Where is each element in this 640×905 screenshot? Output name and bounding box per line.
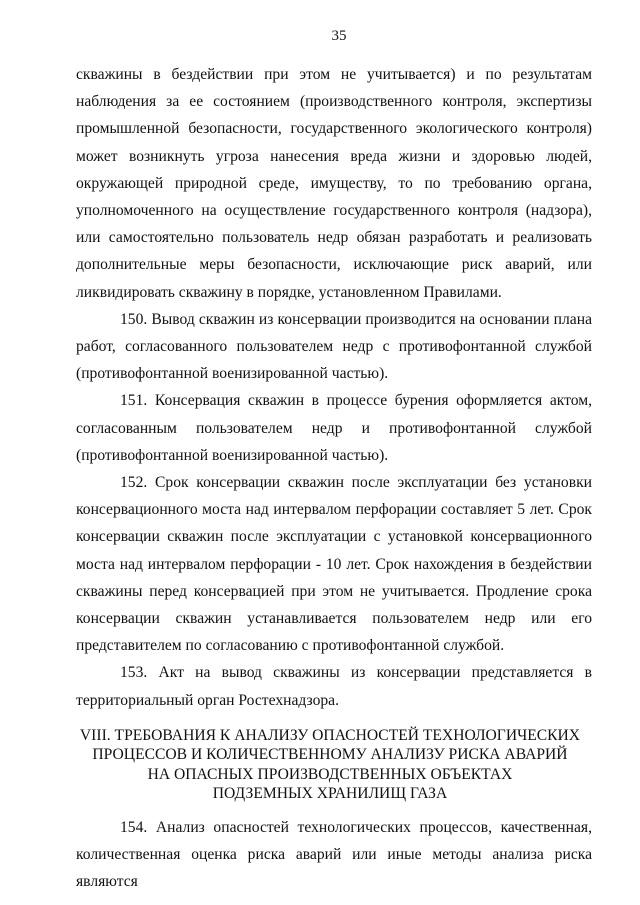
page-number: 35 (331, 28, 347, 44)
section-heading-line: ПРОЦЕССОВ И КОЛИЧЕСТВЕННОМУ АНАЛИЗУ РИСКА АВАРИЙ (92, 746, 568, 764)
section-heading (76, 726, 592, 804)
section-heading-line: VIII. ТРЕБОВАНИЯ К АНАЛИЗУ ОПАСНОСТЕЙ ТЕХНОЛОГИЧЕСКИХ (79, 726, 581, 744)
section-heading-line: ПОДЗЕМНЫХ ХРАНИЛИЩ ГАЗА (212, 785, 448, 803)
paragraph-150: 150. Вывод скважин из консервации производится на основании плана работ, согласованного пользователем недр с противофонтанной службой (противофонтанной военизированной частью). (76, 310, 592, 383)
paragraph-continuation: скважины в бездействии при этом не учитывается) и по результатам наблюдения за ее состоянием (производственного контроля, экспертизы промышленной безопасности, государственного экологического контроля) может возникнуть угроза нанесения вреда жизни и здоровью людей, окружающей природной среде, имуществу, то по требованию органа, уполномоченного на осуществление государственного контроля (надзора), или самостоятельно пользователь недр обязан разработать и реализовать дополнительные меры безопасности, исключающие риск аварий, или ликвидировать скважину в порядке, установленном Правилами. (76, 66, 592, 301)
paragraph-154: 154. Анализ опасностей технологических процессов, качественная, количественная оценка риска аварий или иные методы анализа риска являются (76, 818, 592, 891)
section-heading-line: НА ОПАСНЫХ ПРОИЗВОДСТВЕННЫХ ОБЪЕКТАХ (147, 765, 513, 783)
paragraph-151: 151. Консервация скважин в процессе бурения оформляется актом, согласованным пользователем недр и противофонтанной службой (противофонтанной военизированной частью). (76, 392, 592, 464)
paragraph-152: 152. Срок консервации скважин после эксплуатации без установки консервационного моста над интервалом перфорации составляет 5 лет. Срок консервации скважин после эксплуатации с установкой консервационного моста над интервалом перфорации - 10 лет. Срок нахождения в бездействии скважины перед консервацией при этом не учитывается. Продление срока консервации скважин устанавливается пользователем недр или его представителем по согласованию с противофонтанной службой. (76, 474, 592, 655)
paragraph-153: 153. Акт на вывод скважины из консервации представляется в территориальный орган Ростехнадзора. (76, 664, 592, 709)
